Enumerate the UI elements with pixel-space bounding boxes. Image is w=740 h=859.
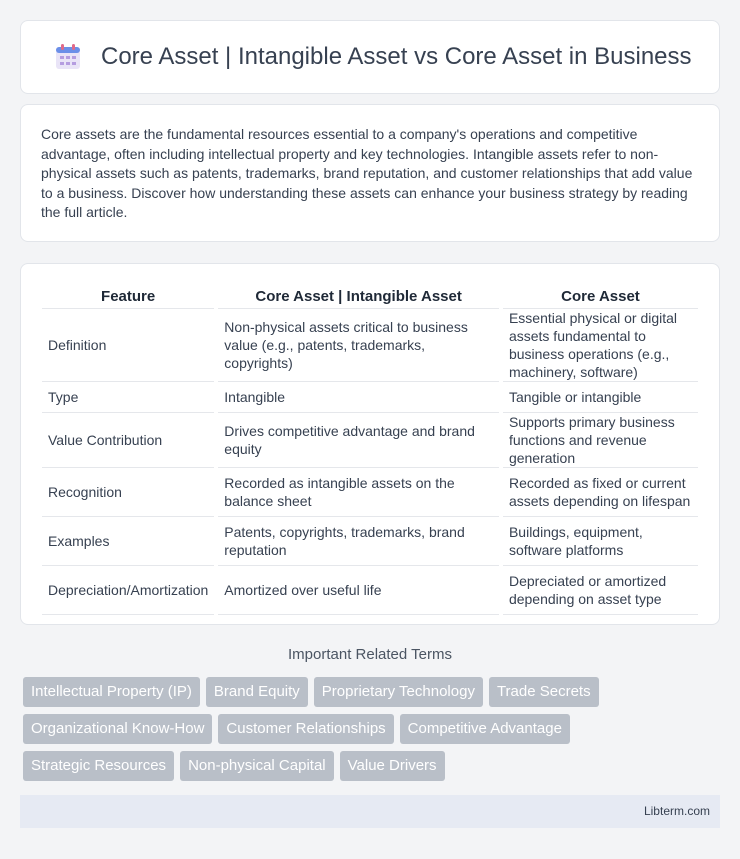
table-row [42, 566, 698, 615]
table-cell: Depreciated or amortized depending on asset type [503, 566, 698, 615]
table-cell: Value Contribution [42, 413, 214, 468]
column-header: Core Asset [503, 286, 698, 309]
table-cell: Patents, copyrights, trademarks, brand reputation [218, 517, 499, 566]
table-row [42, 382, 698, 413]
footer [20, 795, 720, 828]
tag-value-drivers[interactable]: Value Drivers [340, 751, 445, 781]
calendar-grid-icon [53, 42, 83, 72]
table-cell: Amortized over useful life [218, 566, 499, 615]
table-cell: Drives competitive advantage and brand equity [218, 413, 499, 468]
tag-proprietary-technology[interactable]: Proprietary Technology [314, 677, 483, 707]
tag-row [23, 751, 723, 781]
tag-organizational-know-how[interactable]: Organizational Know-How [23, 714, 212, 744]
table-cell: Buildings, equipment, software platforms [503, 517, 698, 566]
table-cell: Definition [42, 309, 214, 382]
tag-intellectual-property[interactable]: Intellectual Property (IP) [23, 677, 200, 707]
column-header: Feature [42, 286, 214, 309]
table-cell: Examples [42, 517, 214, 566]
page-header [20, 20, 720, 94]
table-row [42, 309, 698, 382]
table-cell: Supports primary business functions and revenue generation [503, 413, 698, 468]
tag-competitive-advantage[interactable]: Competitive Advantage [400, 714, 570, 744]
table-cell: Depreciation/Amortization [42, 566, 214, 615]
table-row [42, 468, 698, 517]
table-row [42, 517, 698, 566]
column-header: Core Asset | Intangible Asset [218, 286, 499, 309]
table-cell: Non-physical assets critical to business value (e.g., patents, trademarks, copyrights) [218, 309, 499, 382]
table-cell: Intangible [218, 382, 499, 413]
table-header-row [42, 286, 698, 309]
tag-trade-secrets[interactable]: Trade Secrets [489, 677, 599, 707]
tag-strategic-resources[interactable]: Strategic Resources [23, 751, 174, 781]
related-terms [23, 677, 723, 788]
comparison-table [38, 286, 702, 615]
tag-customer-relationships[interactable]: Customer Relationships [218, 714, 393, 744]
table-cell: Essential physical or digital assets fundamental to business operations (e.g., machinery, software) [503, 309, 698, 382]
intro-text: Core assets are the fundamental resources essential to a company's operations and competitive advantage, often including intellectual property and key technologies. Intangible assets refer to non-physical assets such as patents, trademarks, brand reputation, and customer relationships that add value to a business. Discover how understanding these assets can enhance your business strategy by reading the full article. [41, 126, 693, 220]
table-cell: Recorded as intangible assets on the balance sheet [218, 468, 499, 517]
footer-site-link[interactable]: Libterm.com [643, 804, 710, 818]
table-row [42, 413, 698, 468]
table-cell: Recorded as fixed or current assets depending on lifespan [503, 468, 698, 517]
comparison-card [20, 263, 720, 625]
intro-card [20, 104, 720, 242]
table-cell: Recognition [42, 468, 214, 517]
table-cell: Type [42, 382, 214, 413]
tag-brand-equity[interactable]: Brand Equity [206, 677, 308, 707]
tag-non-physical-capital[interactable]: Non-physical Capital [180, 751, 334, 781]
related-terms-title: Important Related Terms [288, 646, 452, 663]
tag-row [23, 677, 723, 707]
tag-row [23, 714, 723, 744]
page-title: Core Asset | Intangible Asset vs Core Asset in Business [101, 43, 692, 70]
table-cell: Tangible or intangible [503, 382, 698, 413]
